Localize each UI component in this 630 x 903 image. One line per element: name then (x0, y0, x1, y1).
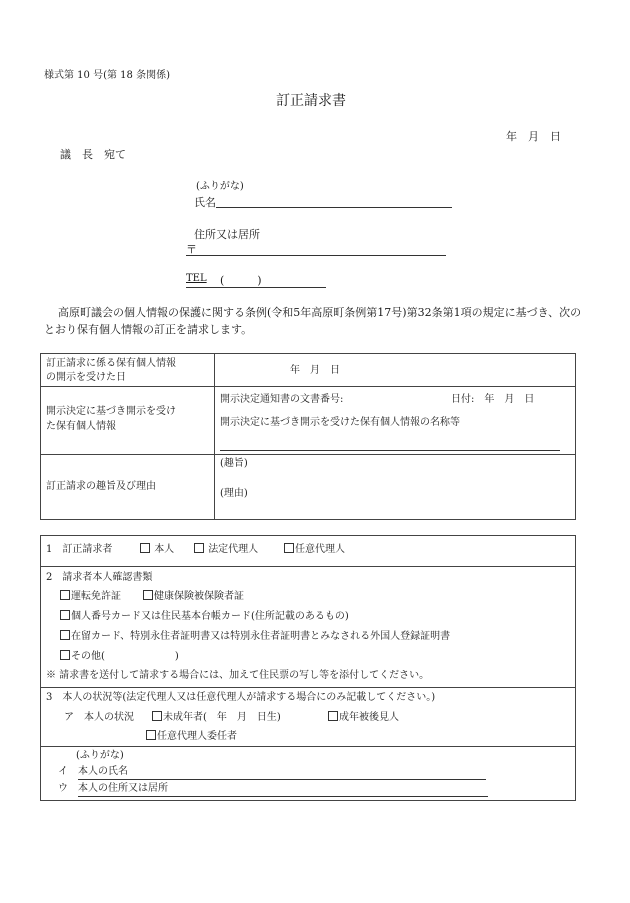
requester-voluntary-rep-option[interactable]: 任意代理人 (284, 543, 345, 557)
principal-address-label: 本人の住所又は居所 (78, 783, 168, 794)
disclosed-info-label-2: た保有個人情報 (46, 421, 116, 432)
principal-name-prefix: イ (58, 766, 68, 777)
intro-paragraph: 高原町議会の個人情報の保護に関する条例(令和5年高原町条例第17号)第32条第1項の規定に基づき、次のとおり保有個人情報の訂正を請求します。 (44, 306, 582, 336)
id-insurance-option[interactable]: 健康保険被保険者証 (143, 590, 244, 604)
residence-copy-note: ※ 請求書を送付して請求する場合には、加えて住民票の写し等を添付してください。 (46, 670, 430, 681)
postal-mark: 〒 (186, 243, 197, 256)
principal-status-label: ア 本人の状況 (64, 712, 134, 723)
notice-doc-number-label[interactable]: 開示決定通知書の文書番号: (220, 394, 344, 405)
form-title: 訂正請求書 (276, 93, 346, 109)
reason-field[interactable]: (理由) (220, 488, 248, 499)
checkbox-license[interactable] (60, 590, 70, 600)
id-mynumber-option[interactable]: 個人番号カード又は住民基本台帳カード(住所記載のあるもの) (60, 610, 349, 624)
disclosed-info-name-label: 開示決定に基づき開示を受けた保有個人情報の名称等 (220, 417, 460, 428)
requester-address-field[interactable] (186, 255, 446, 256)
checkbox-residence-card[interactable] (60, 630, 70, 640)
notice-date-label[interactable]: 日付: 年 月 日 (451, 394, 535, 405)
requester-furigana-label: (ふりがな) (196, 181, 244, 192)
section1-title: 1 訂正請求者 (46, 544, 113, 555)
principal-name-field[interactable] (78, 779, 486, 780)
principal-address-field[interactable] (78, 796, 488, 797)
checkbox-minor[interactable] (152, 711, 162, 721)
status-delegator-option[interactable]: 任意代理人委任者 (146, 730, 237, 744)
id-other-option[interactable]: その他( ) (60, 650, 179, 664)
disclosed-date-value[interactable]: 年 月 日 (290, 365, 340, 376)
checkbox-other[interactable] (60, 650, 70, 660)
principal-address-prefix: ウ (58, 783, 68, 794)
addressee: 議 長 宛て (60, 148, 126, 161)
disclosed-date-label-1: 訂正請求に係る保有個人情報 (46, 358, 176, 369)
checkbox-adult-ward[interactable] (328, 711, 338, 721)
checkbox-self[interactable] (140, 543, 150, 553)
requester-name-label: 氏名 (194, 196, 216, 209)
section3-title: 3 本人の状況等(法定代理人又は任意代理人が請求する場合にのみ記載してください。) (46, 692, 436, 703)
checkbox-voluntary-rep[interactable] (284, 543, 294, 553)
date-line: 年 月 日 (506, 130, 561, 143)
purpose-field[interactable]: (趣旨) (220, 458, 248, 469)
checkbox-mynumber[interactable] (60, 610, 70, 620)
section2-title: 2 請求者本人確認書類 (46, 572, 153, 583)
form-number: 様式第 10 号(第 18 条関係) (44, 70, 170, 81)
tel-field[interactable] (186, 287, 326, 288)
requester-address-label: 住所又は居所 (194, 228, 260, 241)
disclosed-info-label-1: 開示決定に基づき開示を受け (46, 406, 176, 417)
requester-self-option[interactable]: 本人 (140, 543, 174, 557)
disclosed-info-name-field[interactable] (220, 450, 560, 451)
id-residence-card-option[interactable]: 在留カード、特別永住者証明書又は特別永住者証明書とみなされる外国人登録証明書 (60, 630, 450, 644)
tel-label: TEL (186, 273, 207, 284)
checkbox-delegator[interactable] (146, 730, 156, 740)
tel-parens: ( ) (220, 274, 262, 287)
disclosed-date-label-2: の開示を受けた日 (46, 372, 126, 383)
checkbox-legal-rep[interactable] (194, 543, 204, 553)
principal-name-label: 本人の氏名 (78, 766, 128, 777)
requester-name-field[interactable] (216, 207, 452, 208)
purpose-reason-label: 訂正請求の趣旨及び理由 (46, 481, 156, 492)
checkbox-insurance[interactable] (143, 590, 153, 600)
id-license-option[interactable]: 運転免許証 (60, 590, 121, 604)
principal-furigana-label: (ふりがな) (76, 750, 124, 761)
status-adult-ward-option[interactable]: 成年被後見人 (328, 711, 399, 725)
requester-legal-rep-option[interactable]: 法定代理人 (194, 543, 258, 557)
status-minor-option[interactable]: 未成年者( 年 月 日生) (152, 711, 281, 725)
